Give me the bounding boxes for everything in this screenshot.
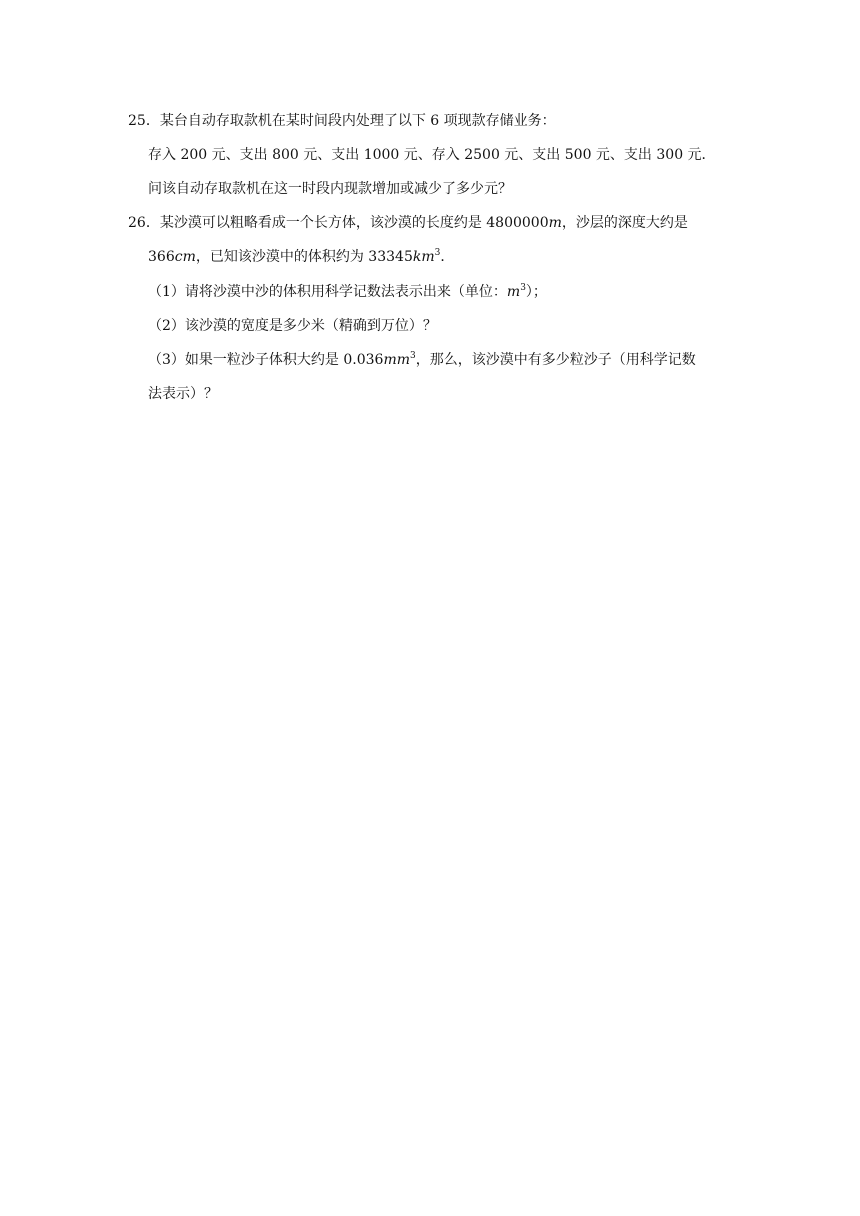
q26-text: ，沙层的深度大约是 bbox=[561, 215, 688, 231]
question-25-line-3: 问该自动存取款机在这一时段内现款增加或减少了多少元？ bbox=[148, 181, 512, 197]
question-26-intro-line-1 bbox=[128, 213, 688, 233]
q26-sub3-unit: mm bbox=[383, 352, 410, 368]
exponent: 3 bbox=[434, 248, 441, 258]
question-26-sub-3 bbox=[148, 350, 696, 370]
q26-text: ，已知该沙漠中的体积约为 33345 bbox=[195, 249, 413, 265]
q26-text: 366 bbox=[148, 249, 175, 265]
question-25-line-1: 25．某台自动存取款机在某时间段内处理了以下 6 项现款存储业务： bbox=[128, 113, 556, 129]
q26-unit-m: m bbox=[548, 215, 562, 231]
question-26-sub-2: （2）该沙漠的宽度是多少米（精确到万位）？ bbox=[148, 318, 437, 334]
q26-sub3-text: ，那么，该沙漠中有多少粒沙子（用科学记数 bbox=[415, 352, 696, 368]
q26-sub3-text: （3）如果一粒沙子体积大约是 0.036 bbox=[148, 352, 384, 368]
q26-text: ． bbox=[440, 249, 455, 265]
question-26-sub-1 bbox=[148, 282, 547, 302]
q26-text: 26．某沙漠可以粗略看成一个长方体，该沙漠的长度约是 4800000 bbox=[128, 215, 549, 231]
exponent: 3 bbox=[410, 351, 416, 361]
question-26-intro-line-2 bbox=[148, 247, 454, 267]
exponent: 3 bbox=[520, 283, 526, 293]
q26-unit-km: km bbox=[412, 249, 435, 265]
question-25-line-2: 存入 200 元、支出 800 元、支出 1000 元、存入 2500 元、支出 500 元、支出 300 元． bbox=[148, 147, 716, 163]
q26-sub1-unit: m bbox=[506, 284, 521, 300]
q26-sub1-text: （1）请将沙漠中沙的体积用科学记数法表示出来（单位： bbox=[148, 284, 507, 300]
q26-sub1-text: ）； bbox=[525, 284, 547, 300]
q26-unit-cm: cm bbox=[174, 249, 196, 265]
question-26-sub-3-line-2: 法表示）？ bbox=[148, 386, 218, 402]
